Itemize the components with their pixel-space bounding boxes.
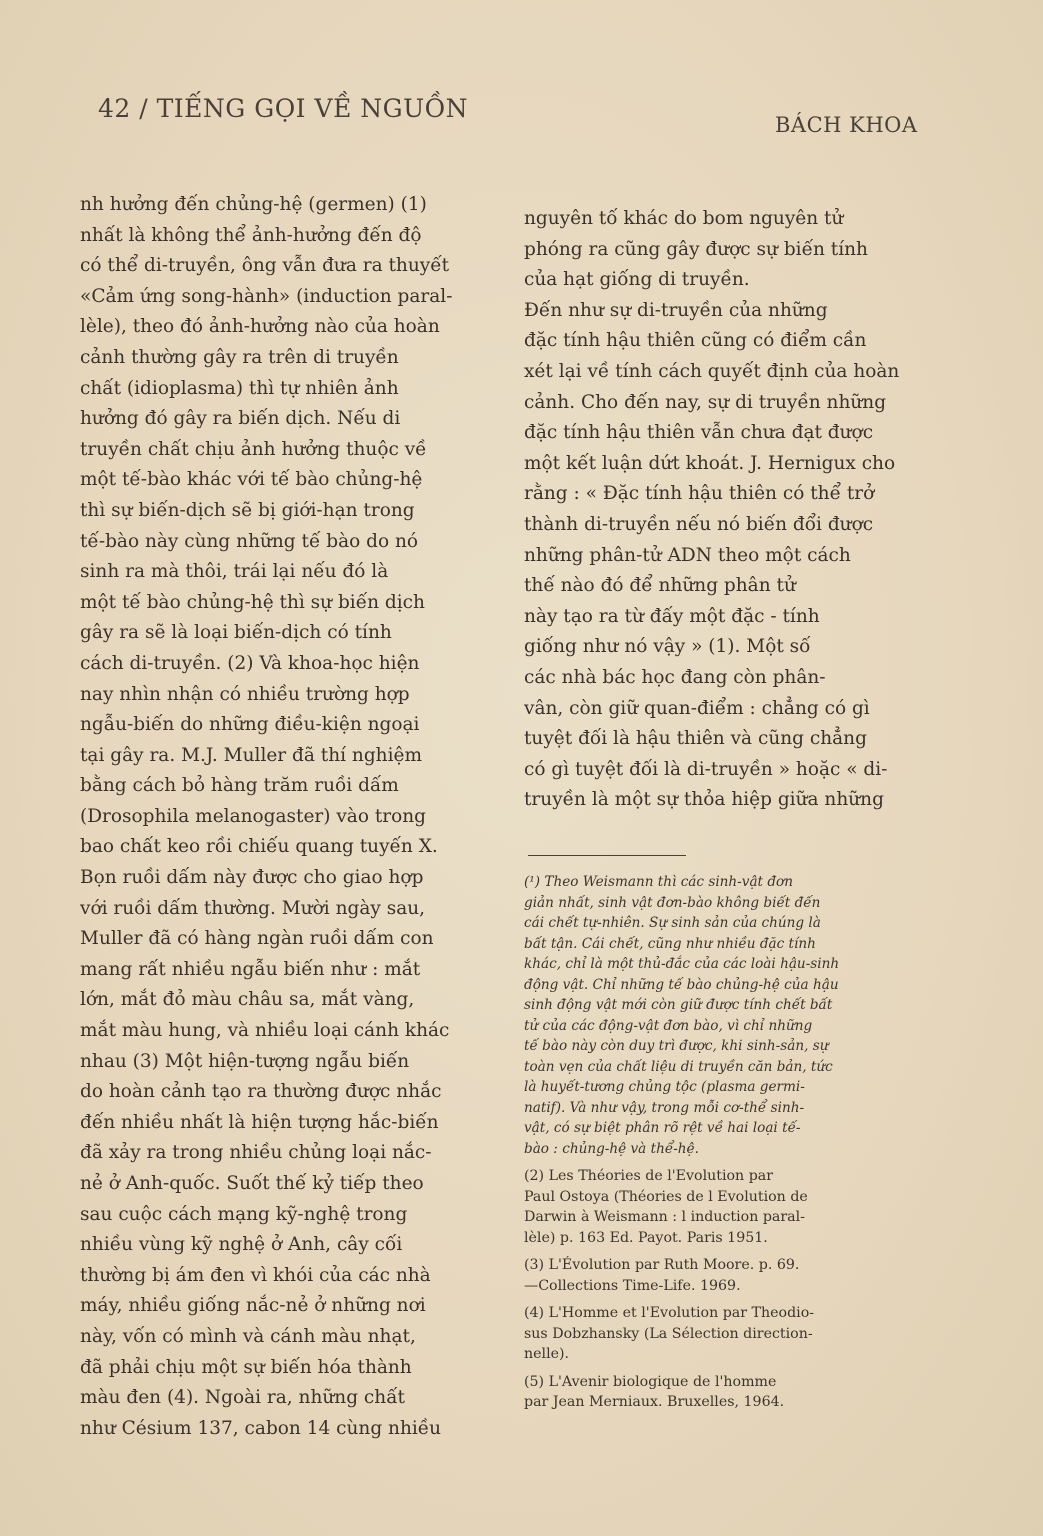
footnote-line: (3) L'Évolution par Ruth Moore. p. 69. — [524, 1257, 800, 1273]
footnote-2 — [524, 1166, 934, 1248]
footnote-line: sinh động vật mới còn giữ được tính chết bất — [524, 997, 833, 1013]
text-line: truyền chất chịu ảnh hưởng thuộc về — [80, 438, 427, 460]
text-line: lèle), theo đó ảnh-hưởng nào của hoàn — [80, 316, 440, 338]
text-line: thì sự biến-dịch sẽ bị giới-hạn trong — [80, 499, 415, 521]
footnotes — [524, 872, 934, 1420]
text-line: «Cảm ứng song-hành» (induction paral- — [80, 285, 453, 307]
text-line: rằng : « Đặc tính hậu thiên có thể trở — [524, 483, 875, 505]
text-line: Đến như sự di-truyền của những — [524, 299, 828, 321]
footnote-line: động vật. Chỉ những tế bào chủng-hệ của hậu — [524, 976, 839, 993]
footnote-5 — [524, 1372, 934, 1413]
footnote-line: cái chết tự-nhiên. Sự sinh sản của chúng là — [524, 915, 821, 931]
text-line: đến nhiều nhất là hiện tượng hắc-biến — [80, 1111, 439, 1133]
footnote-line: tế bào này còn duy trì được, khi sinh-sản, sự — [524, 1038, 829, 1054]
text-line: máy, nhiều giống nắc-nẻ ở những nơi — [80, 1295, 426, 1317]
text-line: như Césium 137, cabon 14 cùng nhiều — [80, 1417, 442, 1439]
text-line: (Drosophila melanogaster) vào trong — [80, 805, 427, 827]
text-line: đặc tính hậu thiên vẫn chưa đạt được — [524, 422, 874, 444]
text-line: nhất là không thể ảnh-hưởng đến độ — [80, 224, 422, 246]
text-line: mắt màu hung, và nhiều loại cánh khác — [80, 1020, 450, 1042]
footnote-divider — [528, 855, 686, 856]
footnote-line: tử của các động-vật đơn bào, vì chỉ những — [524, 1017, 813, 1034]
page-header-title: 42 / TIẾNG GỌI VỀ NGUỒN — [98, 94, 469, 123]
right-text-column — [524, 204, 936, 816]
text-line: tế-bào này cùng những tế bào do nó — [80, 530, 419, 552]
text-line: nhau (3) Một hiện-tượng ngẫu biến — [80, 1050, 410, 1072]
text-line: truyền là một sự thỏa hiệp giữa những — [524, 789, 884, 811]
footnote-line: —Collections Time-Life. 1969. — [524, 1277, 741, 1294]
footnote-line: sus Dobzhansky (La Sélection direction- — [524, 1325, 813, 1342]
text-line: những phân-tử ADN theo một cách — [524, 544, 851, 566]
footnote-3 — [524, 1255, 934, 1296]
text-line: mang rất nhiều ngẫu biến như : mắt — [80, 958, 421, 980]
text-line: nhiều vùng kỹ nghệ ở Anh, cây cối — [80, 1234, 403, 1256]
text-line: có gì tuyệt đối là di-truyền » hoặc « di- — [524, 758, 888, 780]
footnote-line: (4) L'Homme et l'Evolution par Theodio- — [524, 1305, 815, 1321]
text-line: thế nào đó để những phân tử — [524, 575, 796, 597]
text-line: bao chất keo rồi chiếu quang tuyến X. — [80, 836, 438, 858]
text-line: với ruồi dấm thường. Mười ngày sau, — [80, 897, 426, 919]
text-line: đã phải chịu một sự biến hóa thành — [80, 1356, 412, 1378]
text-line: sinh ra mà thôi, trái lại nếu đó là — [80, 561, 389, 583]
magazine-name: BÁCH KHOA — [775, 113, 918, 137]
footnote-line: Darwin à Weismann : l induction paral- — [524, 1209, 805, 1225]
footnote-line: bất tận. Cái chết, cũng như nhiều đặc tính — [524, 935, 816, 952]
text-line: đặc tính hậu thiên cũng có điểm cần — [524, 330, 867, 352]
text-line: này, vốn có mình và cánh màu nhạt, — [80, 1325, 416, 1347]
text-line: do hoàn cảnh tạo ra thường được nhắc — [80, 1081, 442, 1103]
text-line: có thể di-truyền, ông vẫn đưa ra thuyết — [80, 255, 450, 277]
footnote-line: nelle). — [524, 1346, 570, 1362]
footnote-line: vật, có sự biệt phân rõ rệt về hai loại tế- — [524, 1120, 801, 1136]
text-line: Bọn ruồi dấm này được cho giao hợp — [80, 867, 424, 889]
text-line: Muller đã có hàng ngàn ruồi dấm con — [80, 928, 434, 950]
text-line: cách di-truyền. (2) Và khoa-học hiện — [80, 652, 420, 674]
text-line: ngẫu-biến do những điều-kiện ngoại — [80, 714, 420, 736]
text-line: sau cuộc cách mạng kỹ-nghệ trong — [80, 1203, 408, 1225]
footnote-line: toàn vẹn của chất liệu di truyền căn bản, tức — [524, 1058, 833, 1075]
text-line: giống như nó vậy » (1). Một số — [524, 636, 811, 658]
text-line: đã xảy ra trong nhiều chủng loại nắc- — [80, 1142, 432, 1164]
footnote-line: Paul Ostoya (Théories de l Evolution de — [524, 1188, 808, 1205]
text-line: phóng ra cũng gây được sự biến tính — [524, 238, 868, 260]
footnote-line: (¹) Theo Weismann thì các sinh-vật đơn — [524, 874, 793, 890]
footnote-line: giản nhất, sinh vật đơn-bào không biết đến — [524, 894, 821, 911]
text-line: thường bị ám đen vì khói của các nhà — [80, 1264, 431, 1286]
footnote-line: là huyết-tương chủng tộc (plasma germi- — [524, 1079, 805, 1095]
text-line: màu đen (4). Ngoài ra, những chất — [80, 1387, 405, 1409]
text-line: của hạt giống di truyền. — [524, 269, 750, 291]
text-line: lớn, mắt đỏ màu châu sa, mắt vàng, — [80, 989, 415, 1011]
text-line: nguyên tố khác do bom nguyên tử — [524, 208, 844, 229]
text-line: nay nhìn nhận có nhiều trường hợp — [80, 683, 410, 705]
footnote-line: par Jean Merniaux. Bruxelles, 1964. — [524, 1394, 785, 1410]
text-line: một tế bào chủng-hệ thì sự biến dịch — [80, 591, 425, 613]
text-line: cảnh thường gây ra trên di truyền — [80, 346, 399, 368]
text-line: này tạo ra từ đấy một đặc - tính — [524, 605, 820, 627]
text-line: một tế-bào khác với tế bào chủng-hệ — [80, 469, 423, 491]
footnote-line: khác, chỉ là một thủ-đắc của các loài hậu-sinh — [524, 956, 840, 972]
text-line: gây ra sẽ là loại biến-dịch có tính — [80, 622, 392, 644]
footnote-line: natif). Và như vậy, trong mỗi cơ-thể sinh- — [524, 1099, 805, 1116]
footnote-1 — [524, 872, 934, 1159]
text-line: chất (idioplasma) thì tự nhiên ảnh — [80, 377, 399, 399]
left-text-column — [80, 190, 495, 1444]
text-line: một kết luận dứt khoát. J. Hernigux cho — [524, 452, 896, 474]
footnote-line: (5) L'Avenir biologique de l'homme — [524, 1373, 777, 1390]
footnote-line: bào : chủng-hệ và thể-hệ. — [524, 1140, 699, 1157]
text-line: thành di-truyền nếu nó biến đổi được — [524, 513, 874, 535]
text-line: xét lại về tính cách quyết định của hoàn — [524, 360, 900, 382]
text-line: các nhà bác học đang còn phân- — [524, 666, 826, 688]
text-line: vân, còn giữ quan-điểm : chẳng có gì — [524, 697, 870, 719]
text-line: bằng cách bỏ hàng trăm ruồi dấm — [80, 775, 399, 797]
text-line: nh hưởng đến chủng-hệ (germen) (1) — [80, 194, 427, 215]
text-line: tuyệt đối là hậu thiên và cũng chẳng — [524, 728, 867, 750]
text-line: tại gây ra. M.J. Muller đã thí nghiệm — [80, 744, 423, 766]
footnote-line: (2) Les Théories de l'Evolution par — [524, 1168, 774, 1184]
text-line: hưởng đó gây ra biến dịch. Nếu di — [80, 408, 401, 430]
footnote-4 — [524, 1303, 934, 1365]
footnote-line: lèle) p. 163 Ed. Payot. Paris 1951. — [524, 1229, 768, 1246]
text-line: cảnh. Cho đến nay, sự di truyền những — [524, 391, 887, 413]
text-line: nẻ ở Anh-quốc. Suốt thế kỷ tiếp theo — [80, 1173, 424, 1194]
